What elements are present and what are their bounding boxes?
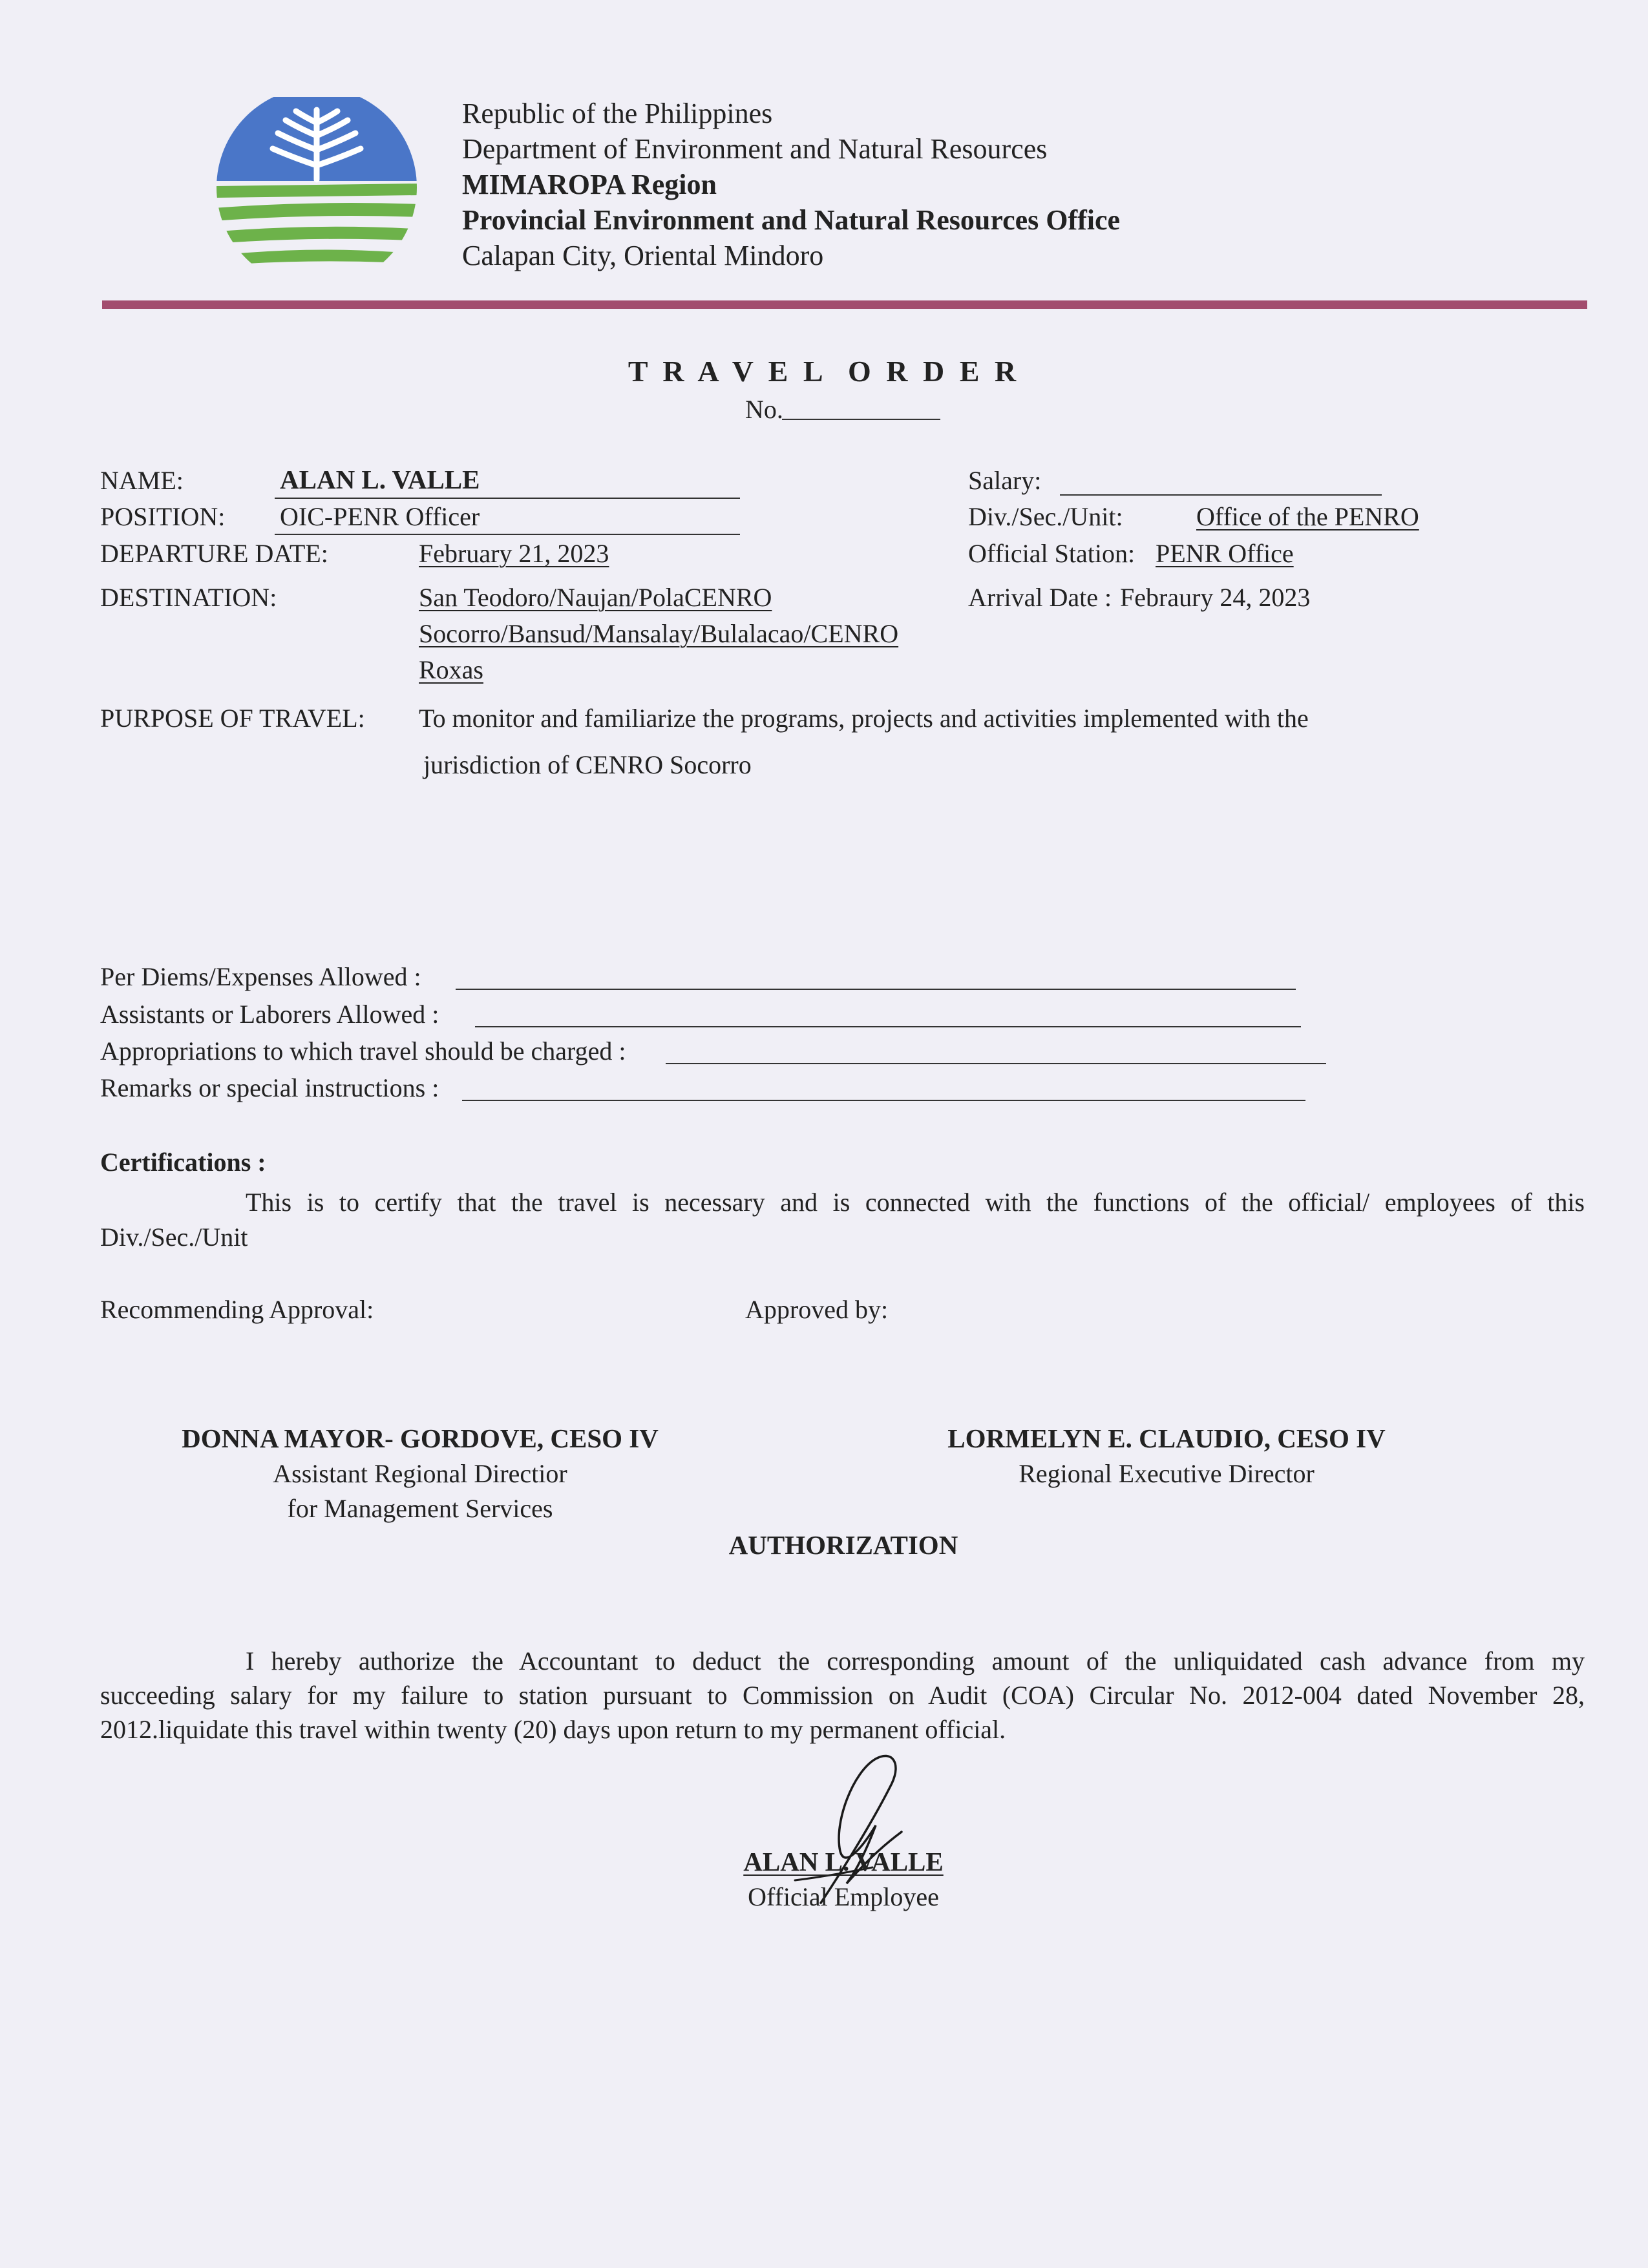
arrival-value: Febraury 24, 2023 [1120, 583, 1311, 612]
per-diems-label: Per Diems/Expenses Allowed : [100, 962, 421, 991]
position-value: OIC-PENR Officer [280, 502, 480, 531]
departure-label: DEPARTURE DATE: [100, 539, 328, 568]
certifications-heading: Certifications : [100, 1148, 266, 1177]
recommending-signatory-name: DONNA MAYOR- GORDOVE, CESO IV [182, 1423, 659, 1453]
remarks-label: Remarks or special instructions : [100, 1073, 439, 1102]
destination-line-2: Socorro/Bansud/Mansalay/Bulalacao/CENRO [419, 619, 899, 648]
signer-title: Official Employee [748, 1882, 939, 1911]
div-sec-unit-label: Div./Sec./Unit: [968, 502, 1123, 531]
recommending-approval-label: Recommending Approval: [100, 1295, 374, 1324]
document-title: T R A V E L O R D E R [628, 355, 1020, 388]
purpose-line-2: jurisdiction of CENRO Socorro [423, 750, 752, 779]
approving-signatory-title: Regional Executive Director [1019, 1459, 1315, 1488]
travel-order-number-label: No. [745, 395, 783, 424]
assistants-label: Assistants or Laborers Allowed : [100, 1000, 439, 1029]
purpose-label: PURPOSE OF TRAVEL: [100, 704, 365, 733]
appropriations-line [666, 1063, 1326, 1064]
header-region: MIMAROPA Region [462, 169, 717, 200]
destination-line-1: San Teodoro/Naujan/PolaCENRO [419, 583, 772, 612]
position-underline [275, 534, 740, 535]
travel-order-number-field [782, 419, 940, 420]
purpose-line-1: To monitor and familiarize the programs, projects and activities implemented with the [419, 704, 1309, 733]
remarks-line [462, 1100, 1305, 1101]
salary-underline [1060, 494, 1382, 496]
approved-by-label: Approved by: [745, 1295, 889, 1324]
denr-seal-icon [213, 97, 420, 278]
position-label: POSITION: [100, 502, 226, 531]
header-department: Department of Environment and Natural Resources [462, 133, 1048, 165]
authorization-line-1: I hereby authorize the Accountant to deduct the corresponding amount of the unliquidated cash advance from my [246, 1646, 1585, 1675]
recommending-signatory-title-1: Assistant Regional Directior [273, 1459, 567, 1488]
authorization-heading: AUTHORIZATION [728, 1530, 958, 1560]
certification-line-1: This is to certify that the travel is necessary and is connected with the functions of the official/ employees of this [246, 1188, 1585, 1217]
official-station-value: PENR Office [1156, 539, 1294, 568]
recommending-signatory-title-2: for Management Services [287, 1494, 553, 1523]
departure-value: February 21, 2023 [419, 539, 609, 568]
signer-name: ALAN L. VALLE [743, 1847, 944, 1876]
per-diems-line [456, 989, 1296, 990]
name-value: ALAN L. VALLE [280, 465, 480, 494]
salary-label: Salary: [968, 466, 1042, 495]
assistants-line [475, 1026, 1301, 1027]
header-office: Provincial Environment and Natural Resources Office [462, 204, 1121, 236]
authorization-line-2: succeeding salary for my failure to station pursuant to Commission on Audit (COA) Circular No. 2012-004 dated November 28, [100, 1681, 1585, 1710]
official-station-label: Official Station: [968, 539, 1136, 568]
div-sec-unit-value: Office of the PENRO [1196, 502, 1419, 531]
appropriations-label: Appropriations to which travel should be charged : [100, 1036, 626, 1066]
name-underline [275, 498, 740, 499]
name-label: NAME: [100, 466, 184, 495]
authorization-line-3: 2012.liquidate this travel within twenty (20) days upon return to my permanent official. [100, 1715, 1006, 1744]
destination-line-3: Roxas [419, 655, 483, 684]
header-city: Calapan City, Oriental Mindoro [462, 240, 824, 271]
header-republic: Republic of the Philippines [462, 98, 773, 129]
destination-label: DESTINATION: [100, 583, 277, 612]
header-rule [102, 300, 1587, 309]
arrival-label: Arrival Date : [968, 583, 1112, 612]
certification-line-2: Div./Sec./Unit [100, 1223, 248, 1252]
approving-signatory-name: LORMELYN E. CLAUDIO, CESO IV [947, 1423, 1386, 1453]
